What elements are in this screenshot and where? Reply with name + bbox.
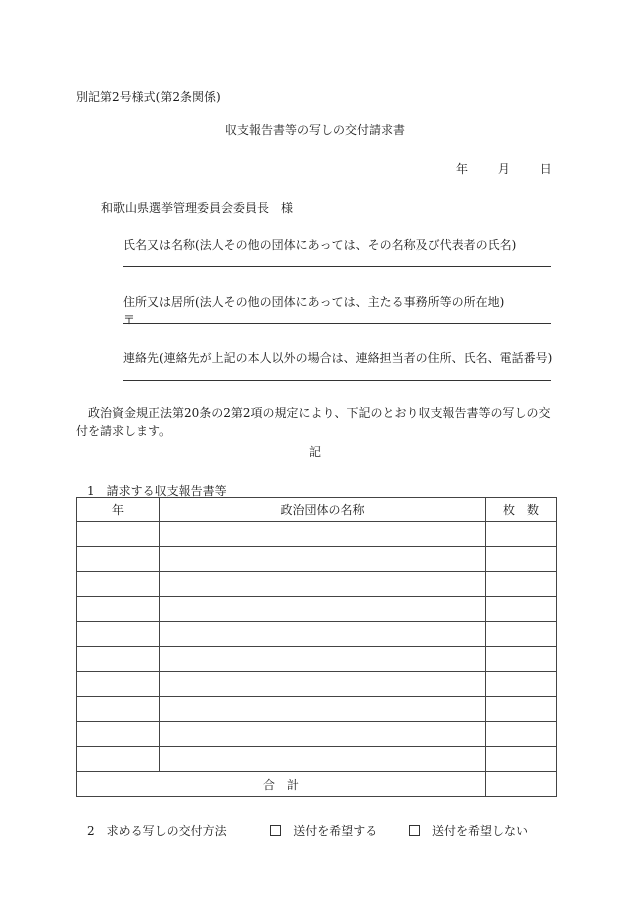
document-title: 収支報告書等の写しの交付請求書	[224, 123, 405, 137]
count-cell[interactable]	[486, 597, 557, 622]
year-cell[interactable]	[77, 597, 160, 622]
year-cell[interactable]	[77, 572, 160, 597]
section-2-label: 2 求める写しの交付方法	[87, 824, 227, 838]
contact-field-label: 連絡先(連絡先が上記の本人以外の場合は、連絡担当者の住所、氏名、電話番号)	[123, 351, 553, 365]
send-checkbox[interactable]	[270, 825, 281, 836]
header-year: 年	[77, 498, 160, 522]
group-name-cell[interactable]	[160, 622, 486, 647]
table-row	[77, 522, 557, 547]
addressee: 和歌山県選挙管理委員会委員長 様	[101, 201, 294, 215]
total-count-cell[interactable]	[486, 772, 557, 797]
count-cell[interactable]	[486, 747, 557, 772]
contact-field-line[interactable]	[123, 380, 551, 381]
table-row	[77, 672, 557, 697]
table-row	[77, 597, 557, 622]
table-row	[77, 697, 557, 722]
table-row	[77, 722, 557, 747]
date-month-field[interactable]: 月	[497, 162, 510, 176]
postal-mark: 〒	[123, 313, 136, 327]
no-send-checkbox[interactable]	[409, 825, 420, 836]
request-paragraph: 政治資金規正法第20条の2第2項の規定により、下記のとおり収支報告書等の写しの交付を請求します。	[76, 406, 551, 438]
send-option-label: 送付を希望する	[293, 824, 378, 838]
group-name-cell[interactable]	[160, 522, 486, 547]
name-field-label: 氏名又は名称(法人その他の団体にあっては、その名称及び代表者の氏名)	[123, 238, 517, 252]
year-cell[interactable]	[77, 747, 160, 772]
total-label: 合 計	[77, 772, 486, 797]
table-row	[77, 747, 557, 772]
count-cell[interactable]	[486, 722, 557, 747]
count-cell[interactable]	[486, 622, 557, 647]
group-name-cell[interactable]	[160, 597, 486, 622]
ki-heading: 記	[308, 445, 321, 459]
no-send-option-label: 送付を希望しない	[431, 824, 528, 838]
table-total-row	[77, 772, 557, 797]
table-header-row	[77, 498, 557, 522]
year-cell[interactable]	[77, 522, 160, 547]
table-row	[77, 572, 557, 597]
section-2	[87, 822, 528, 839]
date-line	[456, 160, 552, 177]
year-cell[interactable]	[77, 547, 160, 572]
date-year-field[interactable]: 年	[456, 162, 469, 176]
year-cell[interactable]	[77, 697, 160, 722]
header-group-name: 政治団体の名称	[160, 498, 486, 522]
count-cell[interactable]	[486, 672, 557, 697]
count-cell[interactable]	[486, 522, 557, 547]
count-cell[interactable]	[486, 547, 557, 572]
table-row	[77, 547, 557, 572]
address-field-label: 住所又は居所(法人その他の団体にあっては、主たる事務所等の所在地)	[123, 295, 505, 309]
group-name-cell[interactable]	[160, 547, 486, 572]
count-cell[interactable]	[486, 647, 557, 672]
table-row	[77, 647, 557, 672]
group-name-cell[interactable]	[160, 647, 486, 672]
year-cell[interactable]	[77, 722, 160, 747]
date-day-field[interactable]: 日	[539, 162, 552, 176]
group-name-cell[interactable]	[160, 572, 486, 597]
group-name-cell[interactable]	[160, 672, 486, 697]
count-cell[interactable]	[486, 697, 557, 722]
year-cell[interactable]	[77, 622, 160, 647]
form-reference: 別記第2号様式(第2条関係)	[76, 90, 221, 104]
group-name-cell[interactable]	[160, 722, 486, 747]
year-cell[interactable]	[77, 672, 160, 697]
request-table	[76, 497, 557, 797]
year-cell[interactable]	[77, 647, 160, 672]
group-name-cell[interactable]	[160, 747, 486, 772]
count-cell[interactable]	[486, 572, 557, 597]
group-name-cell[interactable]	[160, 697, 486, 722]
table-row	[77, 622, 557, 647]
address-field-line[interactable]	[123, 323, 551, 324]
header-count: 枚 数	[486, 498, 557, 522]
name-field-line[interactable]	[123, 266, 551, 267]
section-1-heading: 1 請求する収支報告書等	[87, 484, 227, 498]
